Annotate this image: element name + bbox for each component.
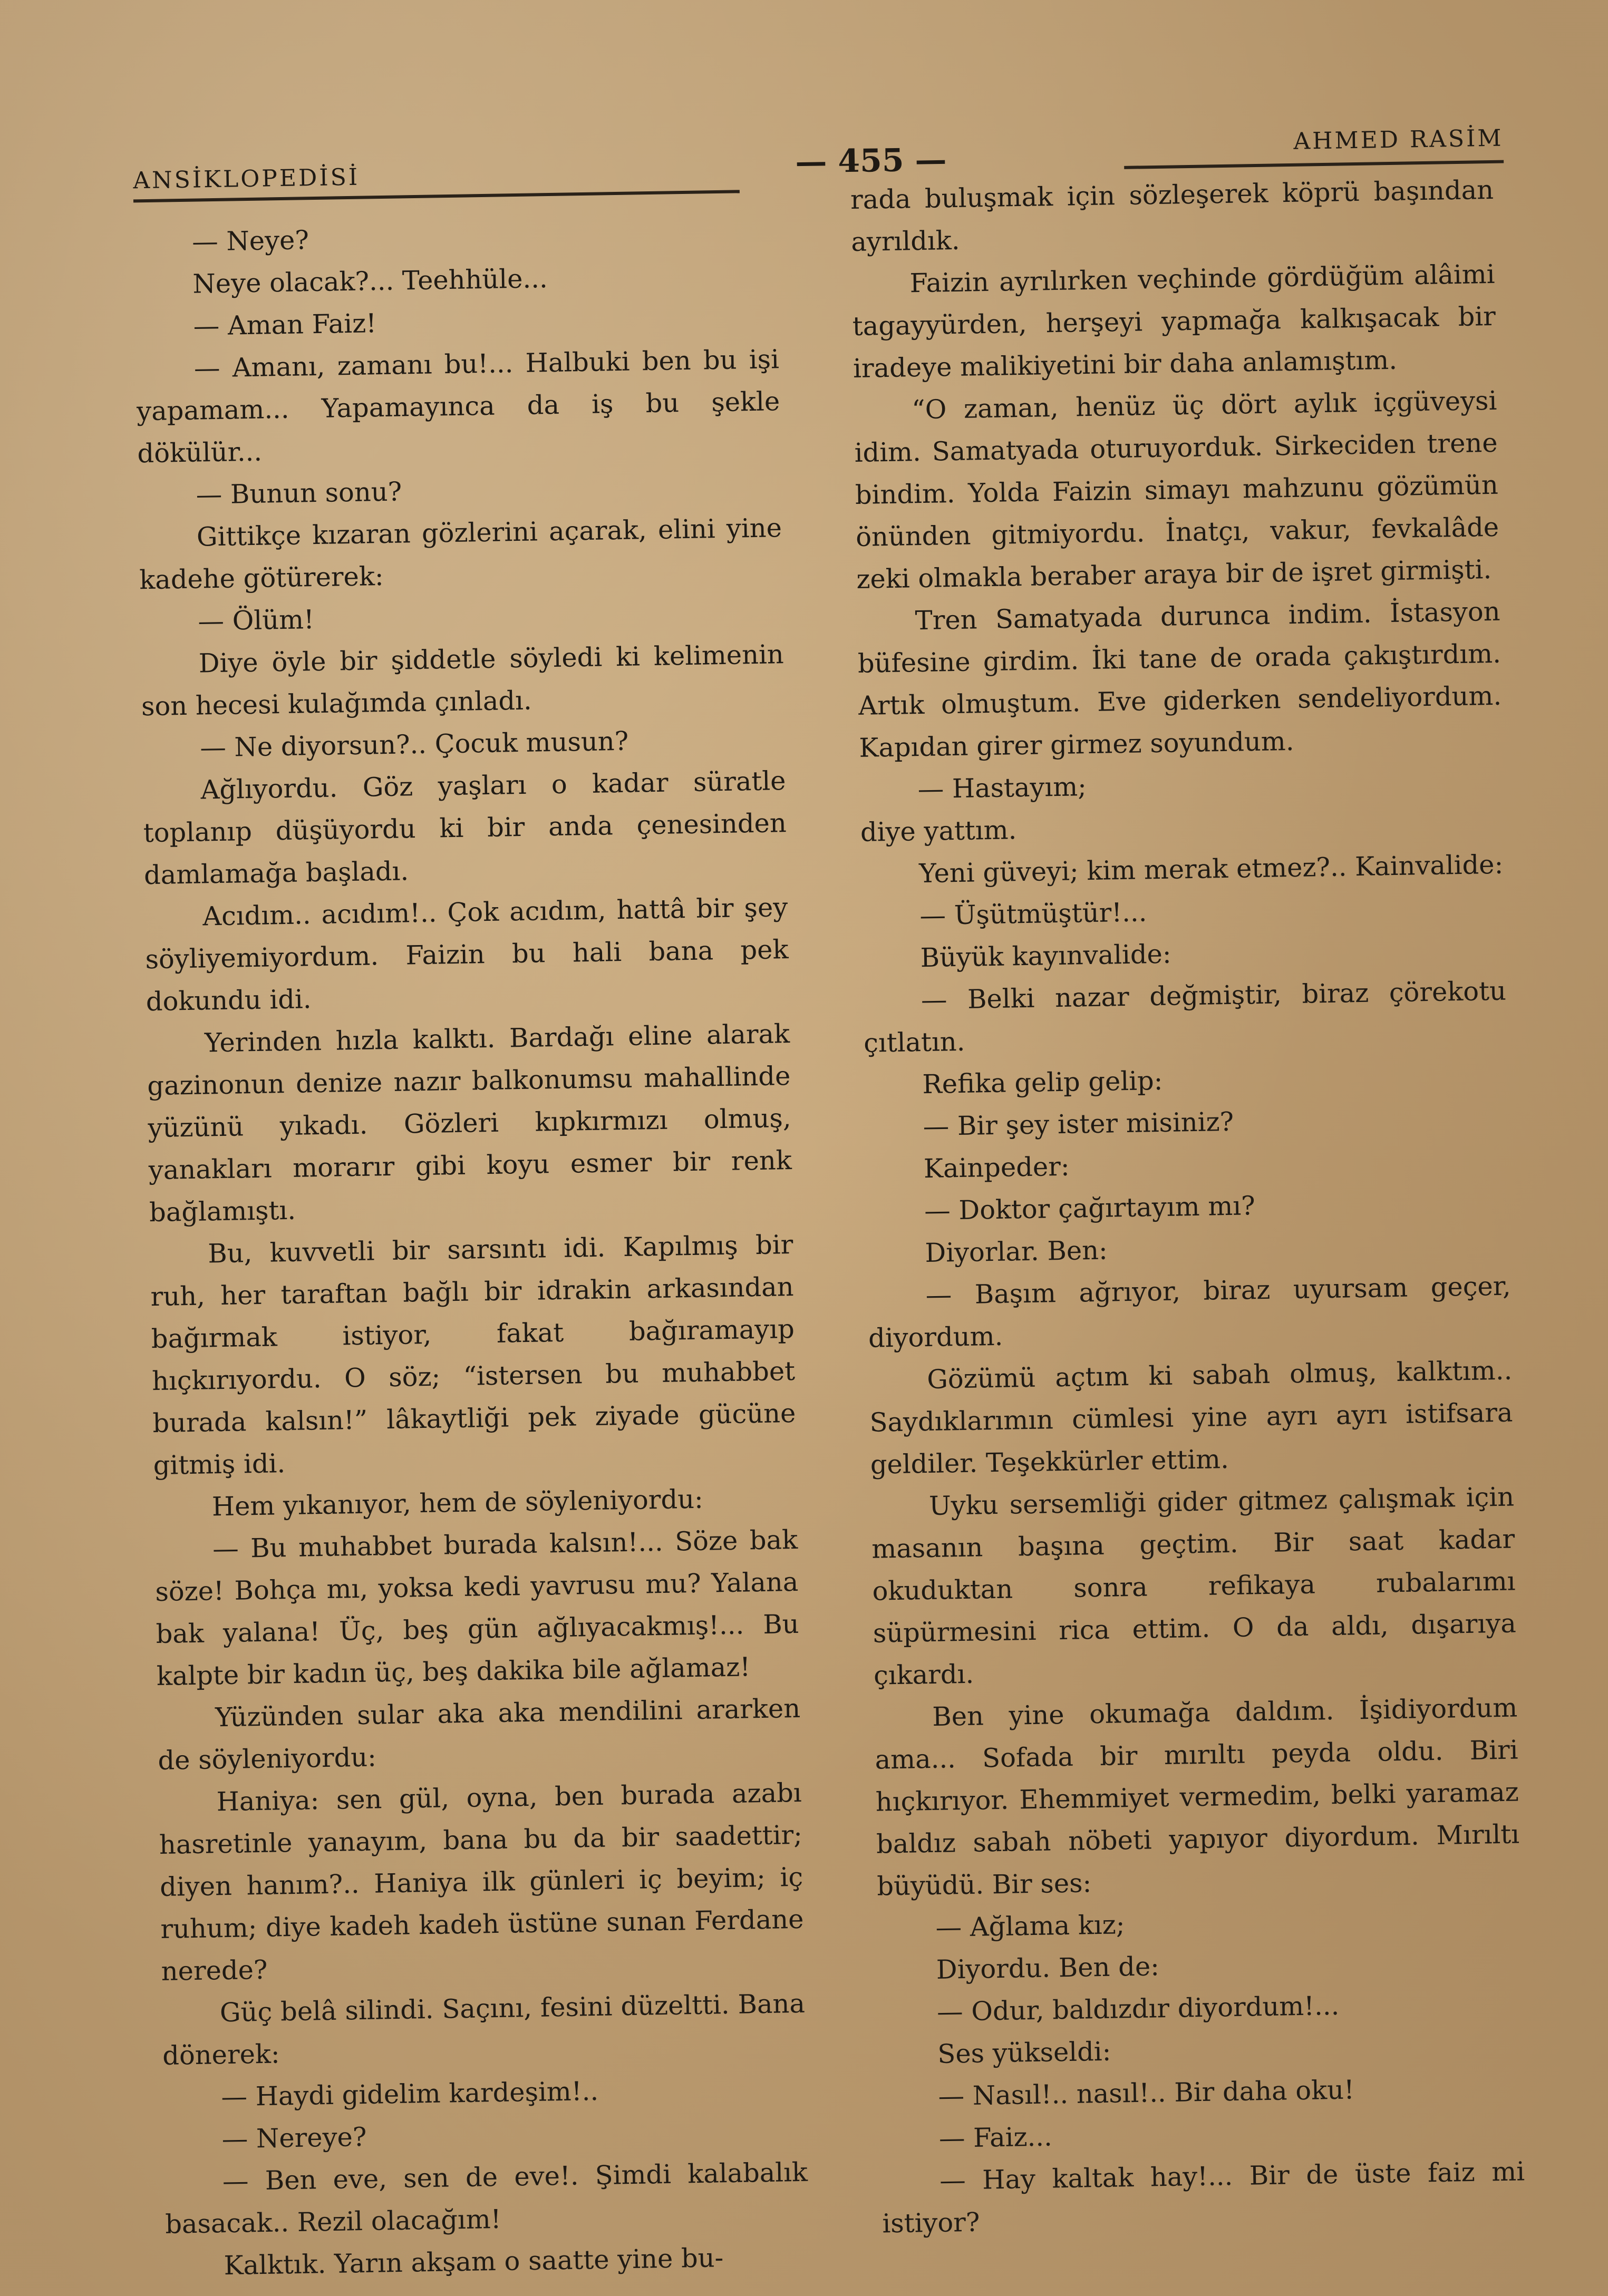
- paragraph: — Nereye?: [221, 2121, 367, 2155]
- paragraph: — Bu muhabbet burada kalsın!... Söze bak söze! Bohça mı, yoksa kedi yavrusu mu? Yalana bak yalana! Üç, beş gün ağlıyacakmış!... Bu kalpte bir kadın üç, beş dakika bile ağlamaz!: [154, 1524, 800, 1692]
- paragraph: “O zaman, henüz üç dört aylık içgüveysi idim. Samatyada oturuyorduk. Sirkeciden trene bindim. Yolda Faizin simayı mahzunu gözümün önünden gitmiyordu. İnatçı, vakur, fevkalâde zeki olmakla beraber araya bir de işret girmişti.: [854, 385, 1499, 595]
- right-column: [850, 169, 1526, 2245]
- paragraph: Ben yine okumağa daldım. İşidiyordum ama... Sofada bir mırıltı peyda oldu. Biri hıçkırıyor. Ehemmiyet vermedim, belki yaramaz baldız sabah nöbeti yapıyor diyordum. Mırıltı büyüdü. Bir ses:: [875, 1692, 1520, 1902]
- paragraph: — Belki nazar değmiştir, biraz çörekotu çıtlatın.: [863, 975, 1507, 1058]
- paragraph: — Ben eve, sen de eve!. Şimdi kalabalık basacak.. Rezil olacağım!: [164, 2156, 808, 2240]
- paragraph: — Üşütmüştür!...: [919, 897, 1147, 931]
- paragraph: Güç belâ silindi. Saçını, fesini düzeltti. Bana dönerek:: [162, 1988, 806, 2071]
- paragraph: Diye öyle bir şiddetle söyledi ki kelimenin son hecesi kulağımda çınladı.: [141, 639, 784, 722]
- paragraph: Haniya: sen gül, oyna, ben burada azabı hasretinle yanayım, bana bu da bir saadettir; diyen hanım?.. Haniya ilk günleri iç beyim; iç ruhum; diye kadeh kadeh üstüne sunan Ferdane nerede?: [159, 1777, 804, 1987]
- paragraph: Diyordu. Ben de:: [936, 1951, 1160, 1985]
- paragraph: — Nasıl!.. nasıl!.. Bir daha oku!: [938, 2074, 1355, 2112]
- paragraph: — Ağlama kız;: [935, 1909, 1125, 1943]
- paragraph: — Bir şey ister misiniz?: [923, 1106, 1234, 1142]
- paragraph: Yerinden hızla kalktı. Bardağı eline alarak gazinonun denize nazır balkonumsu mahallinde yüzünü yıkadı. Gözleri kıpkırmızı olmuş, yanakları morarır gibi koyu esmer bir renk bağlamıştı.: [147, 1018, 792, 1228]
- running-head-right: AHMED RASİM: [1293, 124, 1504, 155]
- paragraph: — Faiz...: [938, 2121, 1053, 2154]
- paragraph: Diyorlar. Ben:: [925, 1234, 1108, 1269]
- paragraph: Hem yıkanıyor, hem de söyleniyordu:: [211, 1483, 704, 1522]
- paragraph: Acıdım.. acıdım!.. Çok acıdım, hattâ bir şey söyliyemiyordum. Faizin bu hali bana pek dokundu idi.: [145, 892, 789, 1017]
- paragraph: — Ne diyorsun?.. Çocuk musun?: [199, 725, 629, 763]
- paragraph: Büyük kayınvalide:: [920, 938, 1171, 974]
- paragraph: Gözümü açtım ki sabah olmuş, kalktım.. Saydıklarımın cümlesi yine ayrı ayrı istifsara geldiler. Teşekkürler ettim.: [869, 1355, 1513, 1480]
- paragraph: Yeni güveyi; kim merak etmez?.. Kainvalide:: [918, 849, 1504, 889]
- paragraph: Kainpeder:: [923, 1151, 1070, 1184]
- paragraph: — Haydi gidelim kardeşim!..: [221, 2075, 599, 2113]
- paragraph: Yüzünden sular aka aka mendilini ararken de söyleniyordu:: [158, 1692, 801, 1776]
- paragraph: — Hastayım;: [917, 771, 1087, 805]
- running-head-left: ANSİKLOPEDİSİ: [132, 163, 360, 194]
- paragraph: — Ölüm!: [198, 604, 315, 637]
- paragraph: — Başım ağrıyor, biraz uyursam geçer, diyordum.: [868, 1270, 1512, 1354]
- paragraph: — Doktor çağırtayım mı?: [924, 1190, 1256, 1227]
- paragraph: — Neye?: [191, 225, 309, 257]
- paragraph: Refika gelip gelip:: [922, 1065, 1163, 1100]
- paragraph: rada buluşmak için sözleşerek köprü başından ayrıldık.: [850, 174, 1494, 258]
- paragraph: — Hay kaltak hay!... Bir de üste faiz mi istiyor?: [882, 2156, 1525, 2239]
- paragraph: Faizin ayrılırken veçhinde gördüğüm alâimi tagayyürden, herşeyi yapmağa kalkışacak bir iradeye malikiyetini bir daha anlamıştım.: [852, 258, 1496, 384]
- left-column: [134, 211, 809, 2288]
- paragraph: — Bunun sonu?: [196, 476, 402, 510]
- paragraph: Tren Samatyada durunca indim. İstasyon büfesine girdim. İki tane de orada çakıştırdım. Artık olmuştum. Eve giderken sendeliyordum. Kapıdan girer girmez soyundum.: [857, 596, 1502, 763]
- paragraph: Ses yükseldi:: [937, 2036, 1111, 2069]
- paragraph: Uyku sersemliği gider gitmez çalışmak için masanın başına geçtim. Bir saat kadar okuduktan sonra refikaya rubalarımı süpürmesini rica ettim. O da aldı, dışarıya çıkardı.: [871, 1481, 1517, 1691]
- paragraph: Ağlıyordu. Göz yaşları o kadar süratle toplanıp düşüyordu ki bir anda çenesinden damlamağa başladı.: [143, 765, 787, 891]
- paragraph: Gittikçe kızaran gözlerini açarak, elini yine kadehe götürerek:: [139, 512, 782, 596]
- paragraph: Neye olacak?... Teehhüle...: [192, 263, 548, 299]
- paragraph: — Odur, baldızdır diyordum!...: [936, 1990, 1340, 2027]
- paragraph: Bu, kuvvetli bir sarsıntı idi. Kapılmış bir ruh, her taraftan bağlı bir idrakin arkasından bağırmak istiyor, fakat bağıramayıp hıçkırıyordu. O söz; “istersen bu muhabbet burada kalsın!” lâkaytliği pek ziyade gücüne gitmiş idi.: [150, 1229, 796, 1481]
- page-content: [132, 84, 1535, 2281]
- page-number: — 455 —: [795, 141, 947, 181]
- paragraph: — Amanı, zamanı bu!... Halbuki ben bu işi yapamam... Yapamayınca da iş bu şekle dökülür...: [136, 344, 780, 469]
- paragraph: Kalktık. Yarın akşam o saatte yine bu-: [224, 2242, 724, 2281]
- paragraph: — Aman Faiz!: [193, 308, 377, 342]
- header-rule-right: [1124, 160, 1504, 169]
- paragraph: diye yattım.: [860, 814, 1017, 848]
